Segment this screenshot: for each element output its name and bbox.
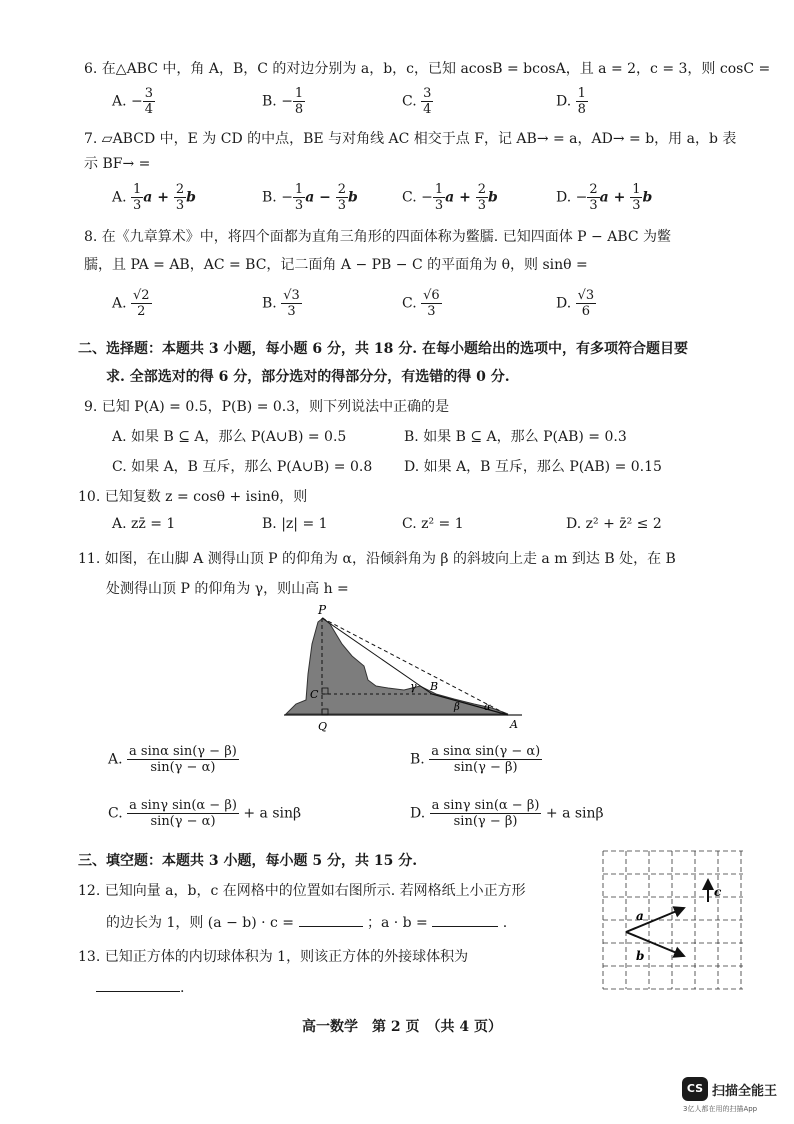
label-vector-c: c: [714, 885, 722, 899]
q11-stem-line1: 11. 如图，在山脚 A 测得山顶 P 的仰角为 α，沿倾斜角为 β 的斜坡向上走 a m 到达 B 处，在 B: [78, 551, 676, 567]
q6-option-d: D. $\frac{1}{8}$: [556, 86, 586, 117]
mountain-shape: [286, 618, 508, 714]
section3-heading: 三、填空题：本题共 3 小题，每小题 5 分，共 15 分.: [78, 853, 418, 869]
q9-stem: 9. 已知 P(A) = 0.5，P(B) = 0.3，则下列说法中正确的是: [84, 399, 450, 415]
q8-stem-line1: 8. 在《九章算术》中，将四个面都为直角三角形的四面体称为鳖臑. 已知四面体 P − ABC 为鳖: [84, 229, 672, 245]
mountain-figure: [278, 604, 538, 734]
q9-option-b: B. 如果 B ⊆ A，那么 P(AB) = 0.3: [404, 429, 627, 445]
label-p: P: [318, 604, 327, 617]
q10-option-b: B. |z| = 1: [262, 516, 328, 532]
grid-lines: [603, 851, 743, 989]
q6-stem: 6. 在△ABC 中，角 A，B，C 的对边分别为 a，b，c，已知 acosB = bcosA，且 a = 2，c = 3，则 cosC =: [84, 61, 771, 77]
scanner-brand-name: 扫描全能王: [712, 1084, 778, 1099]
q12-stem-line2: 的边长为 1，则 (a − b) · c = ；a · b = .: [106, 915, 508, 931]
scanner-tagline: 3亿人都在用的扫描App: [683, 1105, 758, 1113]
q12-stem-line1: 12. 已知向量 a，b，c 在网格中的位置如右图所示. 若网格纸上小正方形: [78, 883, 526, 899]
q7-option-d: D. − $\frac{2}{3}$ a + $\frac{1}{3}$ b: [556, 182, 653, 213]
label-alpha: α: [484, 702, 491, 713]
q13-answer-line: .: [96, 980, 184, 996]
q8-stem-line2: 臑，且 PA = AB，AC = BC，记二面角 A − PB − C 的平面角为 θ，则 sinθ =: [84, 257, 588, 273]
q12-blank-2[interactable]: [432, 926, 498, 927]
label-c: C: [310, 688, 319, 701]
q7-stem-line2: 示 BF→ =: [84, 156, 151, 172]
q10-stem: 10. 已知复数 z = cosθ + isinθ，则: [78, 489, 308, 505]
vector-b: [626, 932, 684, 956]
q13-stem: 13. 已知正方体的内切球体积为 1，则该正方体的外接球体积为: [78, 949, 469, 965]
label-vector-a: a: [636, 909, 644, 923]
label-b: B: [430, 680, 439, 693]
q7-option-a: A. $\frac{1}{3}$ a + $\frac{2}{3}$ b: [112, 182, 196, 213]
q7-stem-line1: 7. ▱ABCD 中，E 为 CD 的中点，BE 与对角线 AC 相交于点 F，记 AB→ = a，AD→ = b，用 a，b 表: [84, 131, 737, 147]
section2-heading-line1: 二、选择题：本题共 3 小题，每小题 6 分，共 18 分. 在每小题给出的选项中，有多项符合题目要: [78, 341, 688, 357]
scanner-logo-icon: CS: [682, 1077, 708, 1101]
q8-option-b: B. $\frac{√3}{3}$: [262, 288, 300, 319]
q11-option-c: C. $\frac{\text{a sinγ sin(α − β)}}{\sin(\gamma - \alpha)}$ + a sinβ: [108, 798, 302, 829]
q7-option-b: B. − $\frac{1}{3}$ a − $\frac{2}{3}$ b: [262, 182, 358, 213]
q10-option-c: C. z² = 1: [402, 516, 464, 532]
q9-option-c: C. 如果 A，B 互斥，那么 P(A∪B) = 0.8: [112, 459, 373, 475]
q8-option-a: A. $\frac{√2}{2}$: [112, 288, 150, 319]
q10-option-a: A. zz̄ = 1: [112, 516, 176, 532]
q11-option-b: B. $\frac{\text{a sinα sin(γ − α)}}{\sin(\gamma - \beta)}$: [410, 744, 541, 775]
q6-option-a: A. − $\frac{3}{4}$: [112, 86, 154, 117]
page-footer: 高一数学 第 2 页 （共 4 页）: [302, 1019, 502, 1035]
q8-option-d: D. $\frac{√3}{6}$: [556, 288, 595, 319]
q13-blank[interactable]: [96, 991, 180, 992]
q9-option-a: A. 如果 B ⊆ A，那么 P(A∪B) = 0.5: [112, 429, 347, 445]
q12-blank-1[interactable]: [299, 926, 363, 927]
q6-option-b: B. − $\frac{1}{8}$: [262, 86, 304, 117]
vector-grid-figure: [602, 850, 744, 992]
q8-option-c: C. $\frac{√6}{3}$: [402, 288, 440, 319]
q11-stem-line2: 处测得山顶 P 的仰角为 γ，则山高 h =: [106, 581, 349, 597]
q10-option-d: D. z² + z̄² ≤ 2: [566, 516, 662, 532]
q6-option-c: C. $\frac{3}{4}$: [402, 86, 432, 117]
section2-heading-line2: 求. 全部选对的得 6 分，部分选对的得部分分，有选错的得 0 分.: [106, 369, 510, 385]
label-q: Q: [318, 720, 328, 733]
q7-option-c: C. − $\frac{1}{3}$ a + $\frac{2}{3}$ b: [402, 182, 498, 213]
q9-option-d: D. 如果 A，B 互斥，那么 P(AB) = 0.15: [404, 459, 662, 475]
label-vector-b: b: [636, 949, 645, 963]
label-beta: β: [454, 702, 460, 713]
q11-option-a: A. $\frac{\text{a sinα sin(γ − β)}}{\sin(\gamma - \alpha)}$: [108, 744, 237, 775]
label-a: A: [510, 718, 518, 731]
label-gamma: γ: [410, 680, 417, 693]
q11-option-d: D. $\frac{\text{a sinγ sin(α − β)}}{\sin(\gamma - \beta)}$ + a sinβ: [410, 798, 604, 829]
